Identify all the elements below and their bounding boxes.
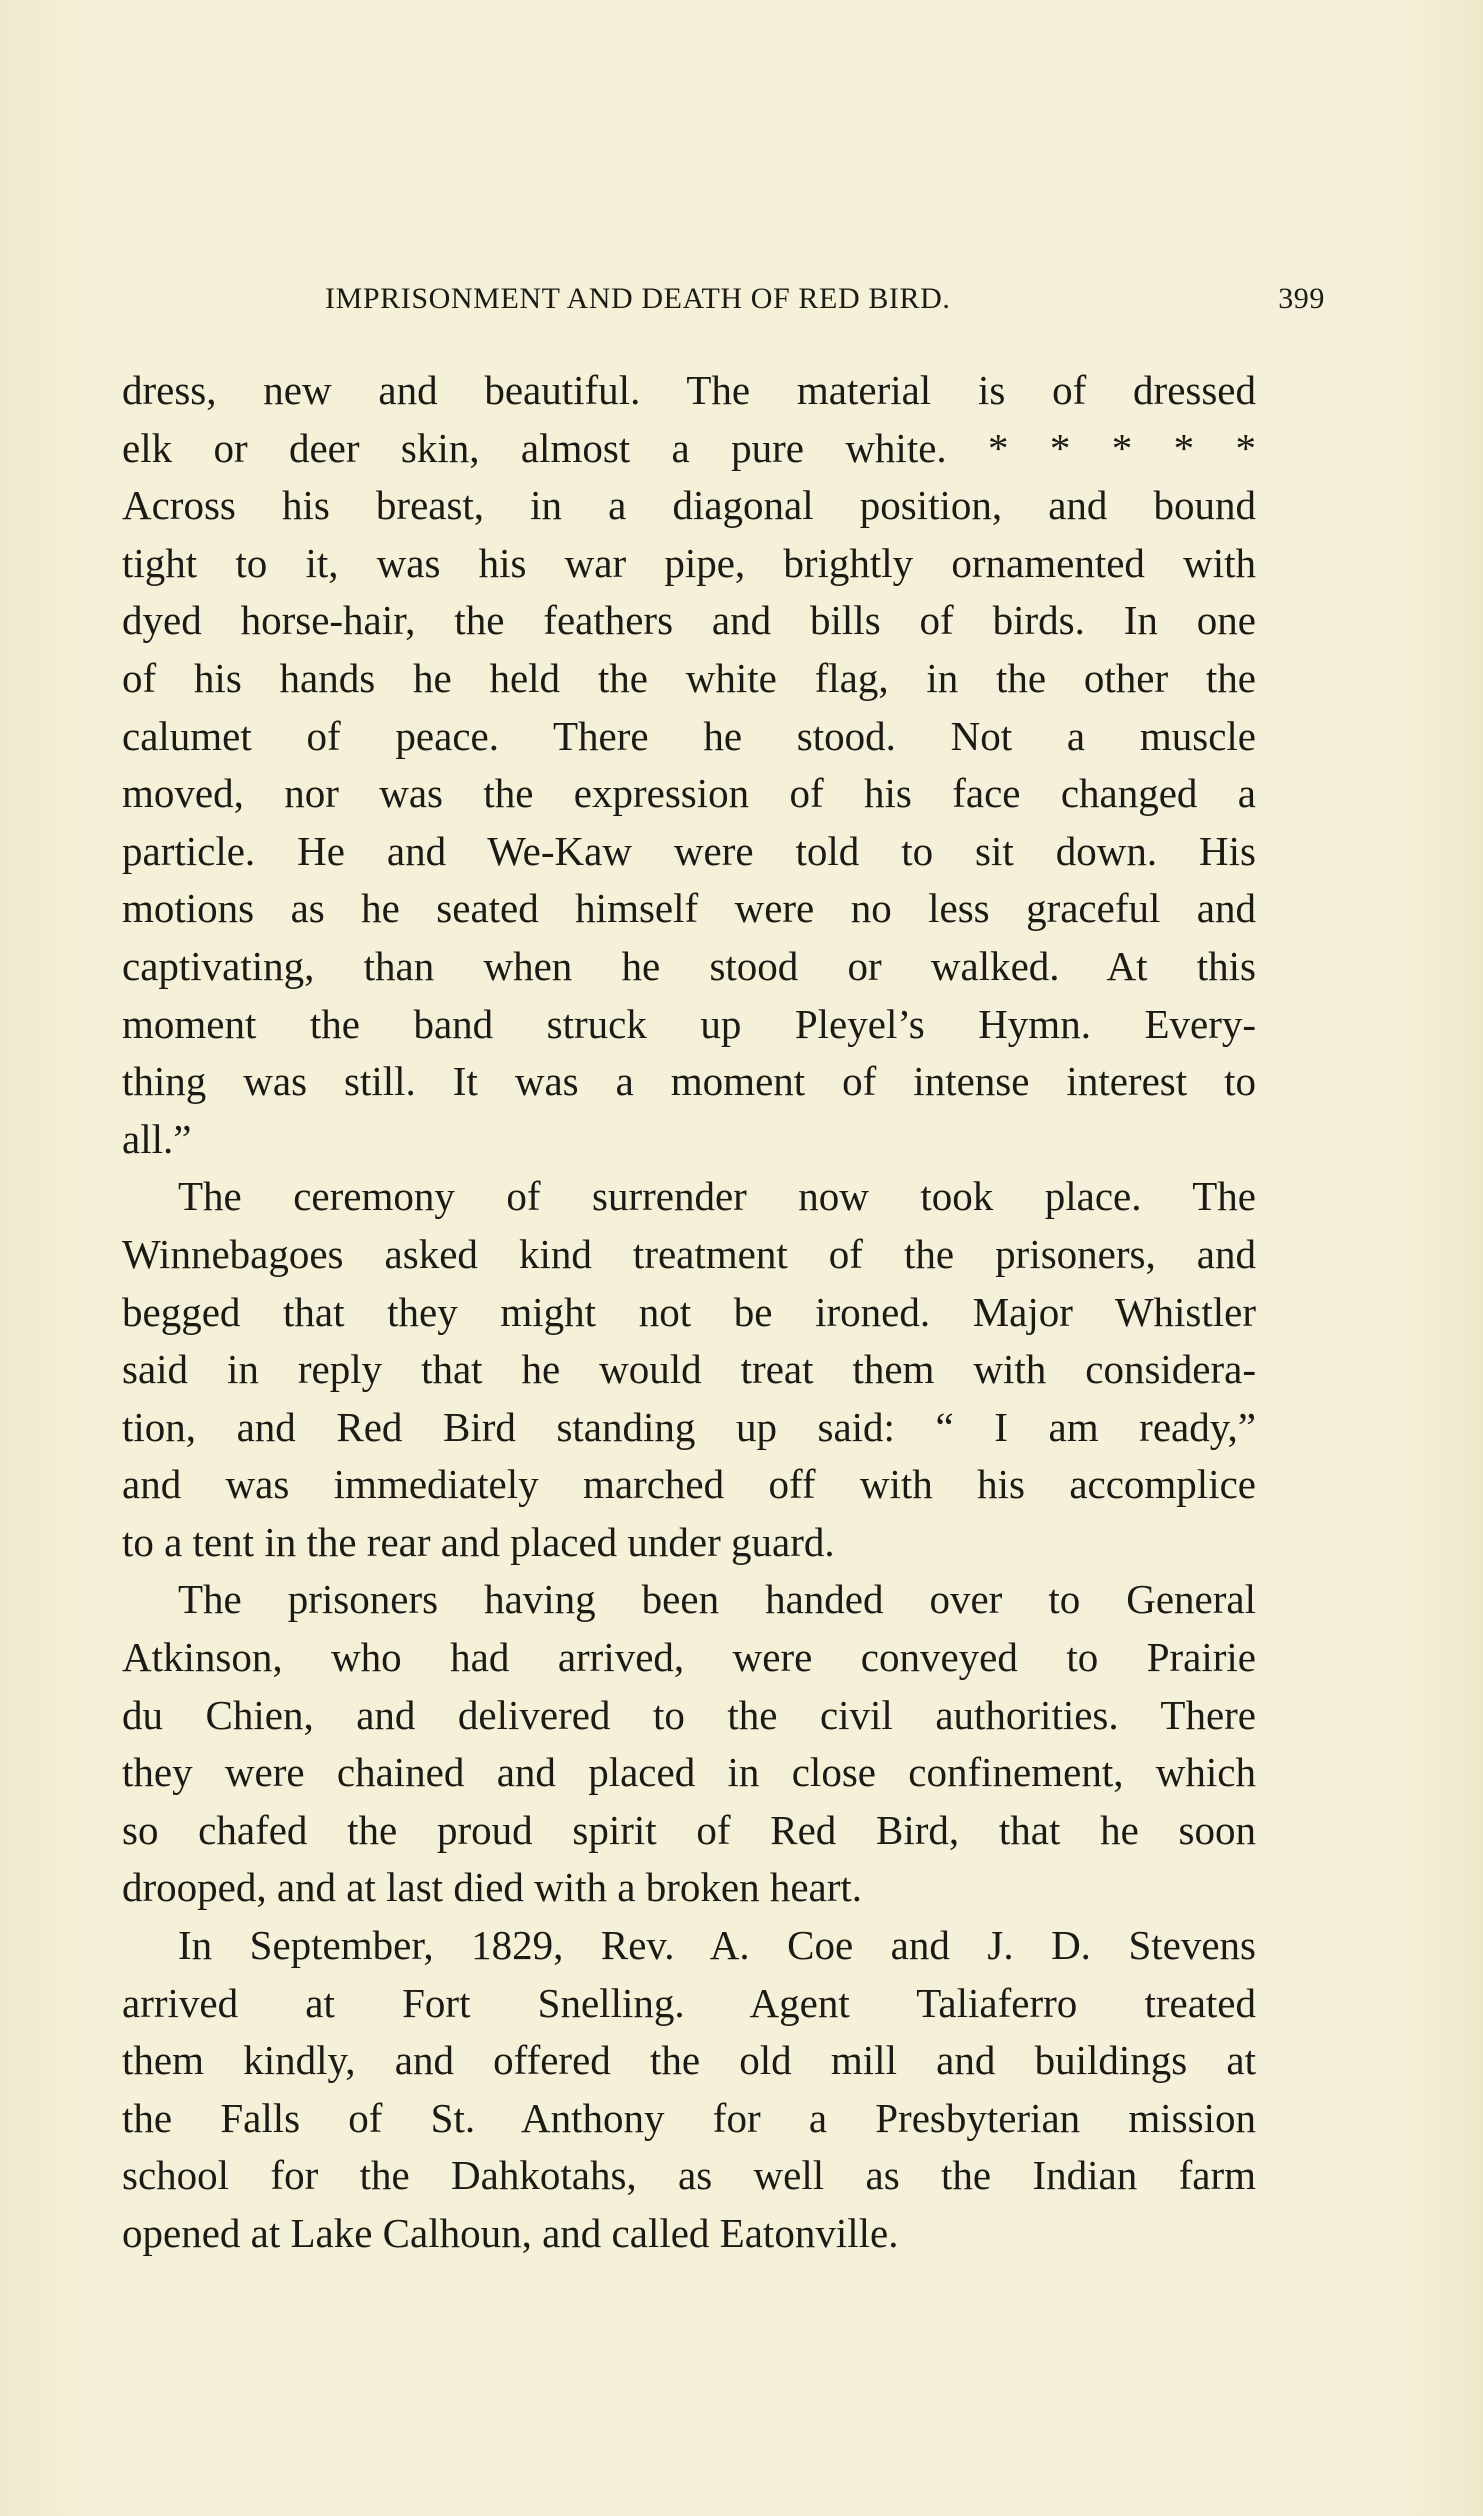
text-line: all.” — [122, 1115, 192, 1162]
text-line: drooped, and at last died with a broken heart. — [122, 1864, 863, 1911]
text-line: elk or deer skin, almost a pure white. * * * * * — [122, 424, 1256, 471]
text-line: school for the Dahkotahs, as well as the Indian farm — [122, 2152, 1256, 2199]
running-title: IMPRISONMENT AND DEATH OF RED BIRD. — [325, 282, 951, 315]
text-line: to a tent in the rear and placed under guard. — [122, 1518, 835, 1565]
text-line: Across his breast, in a diagonal position, and bound — [122, 482, 1256, 529]
text-line: The prisoners having been handed over to General — [178, 1576, 1256, 1623]
text-line: In September, 1829, Rev. A. Coe and J. D. Stevens — [178, 1922, 1256, 1969]
body-text — [122, 362, 1256, 2263]
text-line: The ceremony of surrender now took place. The — [178, 1173, 1256, 1220]
text-line: du Chien, and delivered to the civil authorities. There — [122, 1691, 1256, 1738]
text-line: so chafed the proud spirit of Red Bird, that he soon — [122, 1806, 1256, 1853]
text-line: Winnebagoes asked kind treatment of the prisoners, and — [122, 1230, 1256, 1277]
text-line: and was immediately marched off with his accomplice — [122, 1461, 1256, 1508]
text-line: of his hands he held the white flag, in the other the — [122, 654, 1256, 701]
text-line: moved, nor was the expression of his face changed a — [122, 770, 1256, 817]
text-line: said in reply that he would treat them with considera- — [122, 1346, 1256, 1393]
text-line: particle. He and We-Kaw were told to sit down. His — [122, 827, 1256, 874]
page-number: 399 — [1278, 282, 1325, 315]
text-line: Atkinson, who had arrived, were conveyed to Prairie — [122, 1634, 1256, 1681]
text-line: begged that they might not be ironed. Major Whistler — [122, 1288, 1256, 1335]
text-line: arrived at Fort Snelling. Agent Taliaferro treated — [122, 1979, 1256, 2026]
text-line: tight to it, was his war pipe, brightly ornamented with — [122, 539, 1256, 586]
text-line: they were chained and placed in close confinement, which — [122, 1749, 1256, 1796]
text-line: thing was still. It was a moment of intense interest to — [122, 1058, 1256, 1105]
text-line: motions as he seated himself were no less graceful and — [122, 885, 1256, 932]
text-line: tion, and Red Bird standing up said: “ I am ready,” — [122, 1403, 1256, 1450]
text-line: opened at Lake Calhoun, and called Eatonville. — [122, 2210, 899, 2256]
running-head — [325, 282, 1325, 322]
text-line: dress, new and beautiful. The material is of dressed — [122, 367, 1256, 413]
text-line: captivating, than when he stood or walked. At this — [122, 942, 1256, 989]
text-line: moment the band struck up Pleyel’s Hymn. Every- — [122, 1000, 1256, 1047]
text-line: them kindly, and offered the old mill and buildings at — [122, 2037, 1256, 2084]
text-line: the Falls of St. Anthony for a Presbyterian mission — [122, 2094, 1256, 2141]
text-line: dyed horse-hair, the feathers and bills of birds. In one — [122, 597, 1256, 644]
text-line: calumet of peace. There he stood. Not a muscle — [122, 712, 1256, 759]
